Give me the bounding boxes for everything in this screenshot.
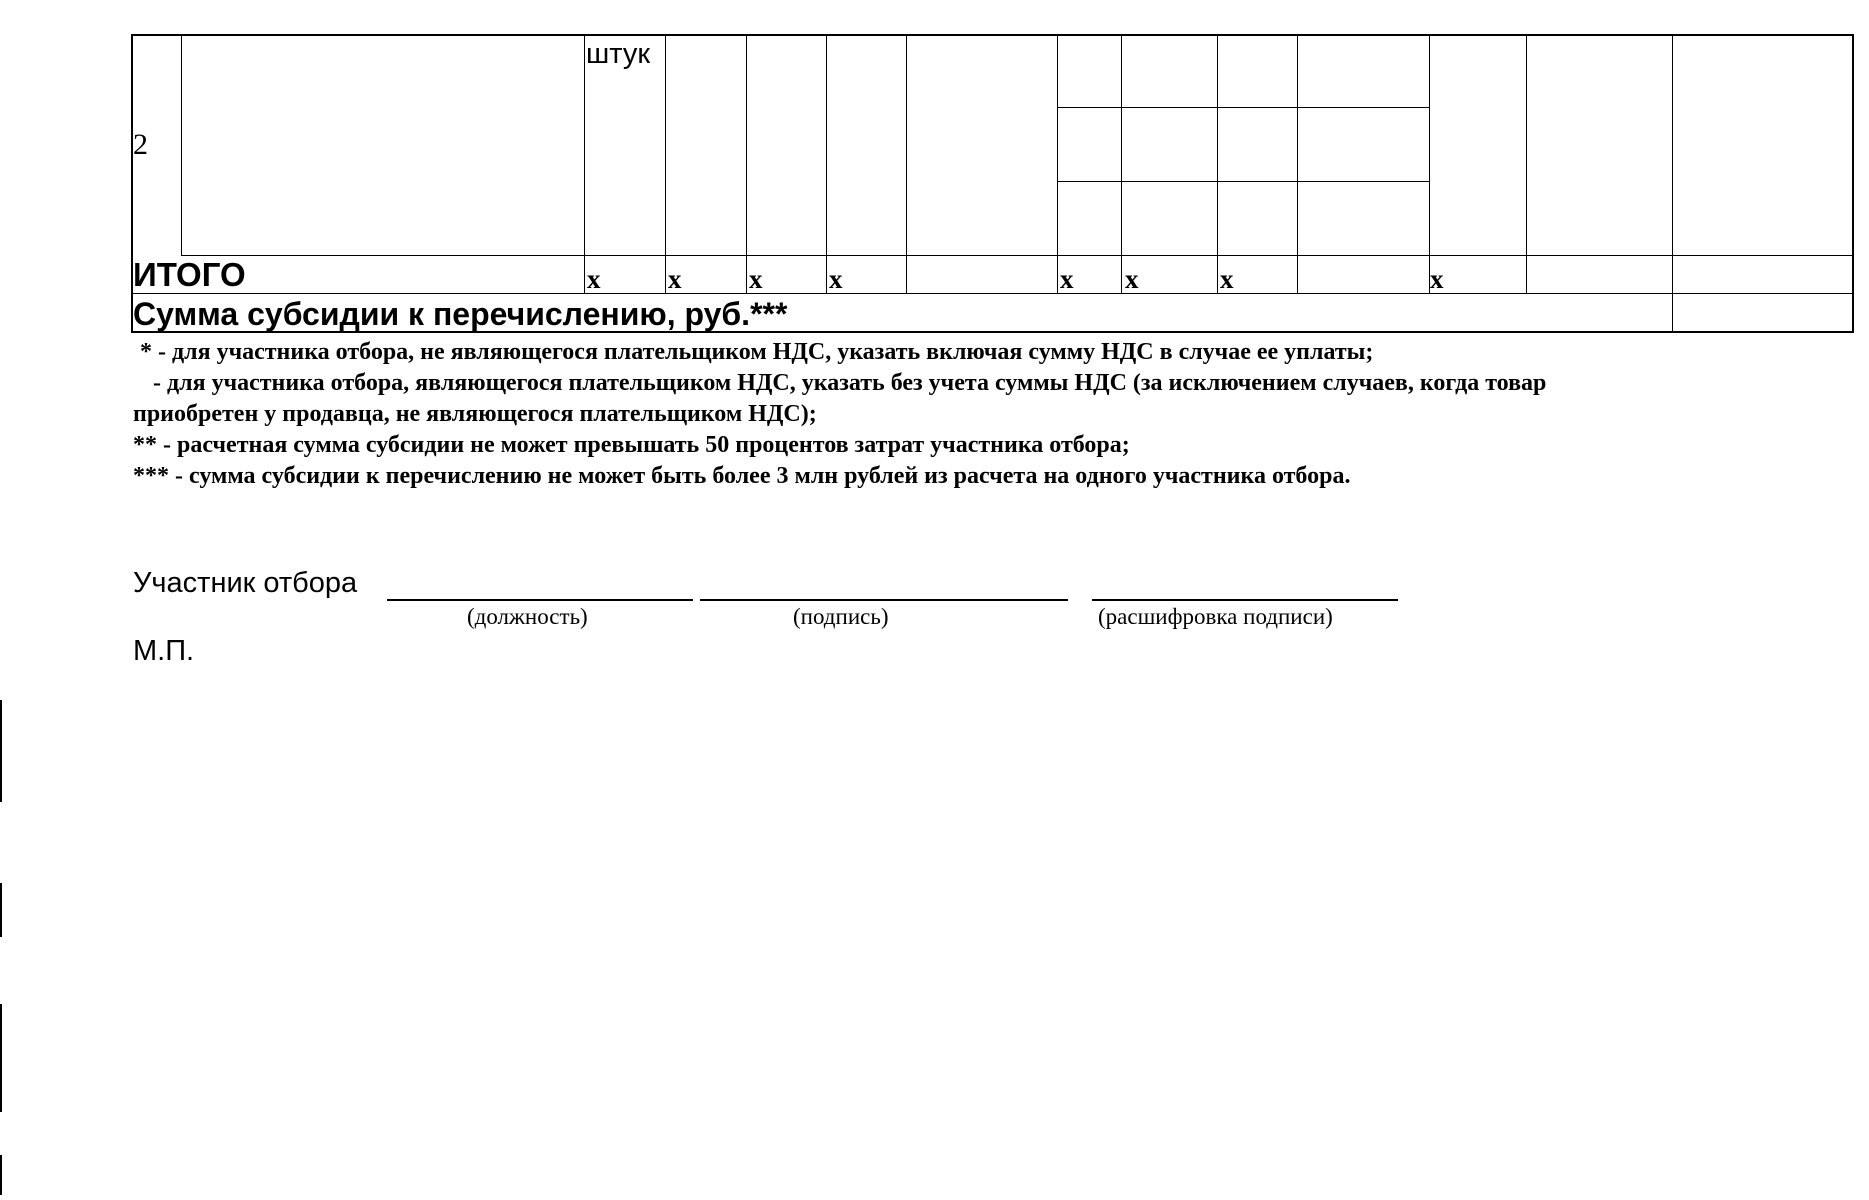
total-x-mark: x bbox=[668, 264, 682, 294]
stamp-label: М.П. bbox=[133, 635, 195, 667]
footnote-2: - для участника отбора, являющегося плательщиком НДС, указать без учета суммы НДС (за исключением случаев, когда товар bbox=[153, 370, 1547, 396]
total-x-mark: x bbox=[1220, 264, 1234, 294]
total-x-mark: x bbox=[587, 264, 601, 294]
footnote-3: приобретен у продавца, не являющегося плательщиком НДС); bbox=[133, 401, 817, 427]
table-right-border bbox=[1852, 34, 1854, 333]
col-line-5 bbox=[826, 34, 827, 294]
col-line-11 bbox=[1429, 34, 1430, 294]
total-label: ИТОГО bbox=[133, 256, 246, 293]
total-x-mark: x bbox=[829, 264, 843, 294]
col-line-6 bbox=[906, 34, 907, 294]
total-x-mark: x bbox=[1060, 264, 1074, 294]
signature-line bbox=[700, 599, 1068, 601]
col-line-7 bbox=[1057, 34, 1058, 294]
subrow-line-2 bbox=[1057, 181, 1429, 182]
scan-edge-mark bbox=[0, 1155, 2, 1195]
subrow-line-1 bbox=[1057, 107, 1429, 108]
position-caption: (должность) bbox=[467, 604, 588, 629]
total-x-mark: x bbox=[1430, 264, 1444, 294]
col-line-3 bbox=[665, 34, 666, 294]
col-line-10 bbox=[1297, 34, 1298, 294]
col-line-9 bbox=[1217, 34, 1218, 294]
footnote-1: * - для участника отбора, не являющегося плательщиком НДС, указать включая сумму НДС в случае ее уплаты; bbox=[140, 339, 1374, 365]
col-line-13 bbox=[1672, 34, 1673, 333]
col-line-12 bbox=[1526, 34, 1527, 294]
footnote-5: *** - сумма субсидии к перечислению не может быть более 3 млн рублей из расчета на одного участника отбора. bbox=[133, 463, 1351, 489]
col-line-1 bbox=[181, 34, 182, 256]
scan-edge-mark bbox=[0, 700, 2, 802]
col-line-2 bbox=[584, 34, 585, 294]
position-line bbox=[387, 599, 693, 601]
scan-edge-mark bbox=[0, 883, 2, 937]
total-x-mark: x bbox=[1125, 264, 1139, 294]
table-top-border bbox=[131, 34, 1853, 36]
subsidy-sum-label: Сумма субсидии к перечислению, руб.*** bbox=[133, 296, 788, 332]
footnote-4: ** - расчетная сумма субсидии не может превышать 50 процентов затрат участника отбора; bbox=[133, 432, 1130, 458]
unit-cell: штук bbox=[586, 38, 651, 70]
total-x-mark: x bbox=[749, 264, 763, 294]
col-line-8 bbox=[1121, 34, 1122, 294]
scan-edge-mark bbox=[0, 1004, 2, 1112]
row-2-bottom-border bbox=[181, 255, 1853, 256]
row-number: 2 bbox=[133, 128, 148, 161]
signature-caption: (подпись) bbox=[793, 604, 889, 629]
decoding-line bbox=[1092, 599, 1398, 601]
total-bottom-border bbox=[131, 293, 1853, 294]
participant-label: Участник отбора bbox=[133, 567, 358, 599]
decoding-caption: (расшифровка подписи) bbox=[1098, 604, 1333, 629]
col-line-4 bbox=[746, 34, 747, 294]
